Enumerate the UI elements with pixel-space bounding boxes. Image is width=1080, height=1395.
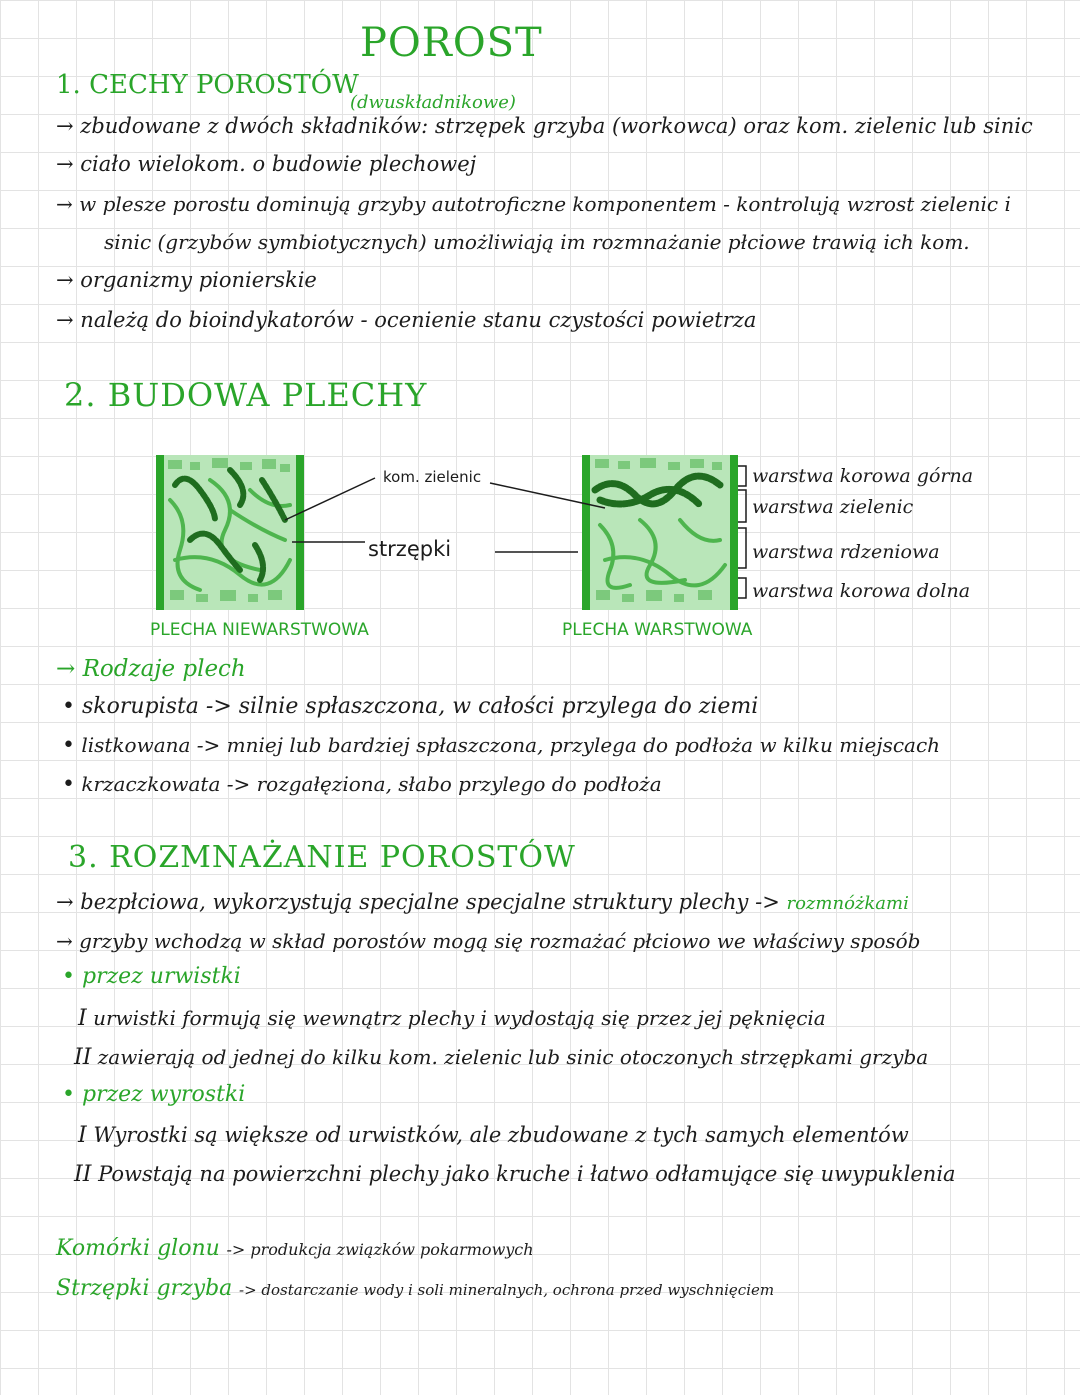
section3-line-1 [56,890,909,914]
label-strzepki: strzępki [368,537,452,561]
line-text: należą do bioindykatorów - ocenienie stanu czystości powietrza [80,308,757,332]
item-text: Powstają na powierzchni plechy jako kruche i łatwo odłamujące się uwypuklenia [98,1162,956,1186]
section2-heading: 2. BUDOWA PLECHY [64,376,428,414]
label-plecha-niewarstwowa: PLECHA NIEWARSTWOWA [150,620,369,640]
section1-heading: 1. CECHY POROSTÓW [56,70,359,100]
arrow-icon: → [56,308,74,332]
summary-term: Komórki glonu [56,1236,220,1261]
sub1-heading [62,964,241,989]
type-item-3 [62,772,662,797]
section3-line-2 [56,929,920,953]
section1-line-5 [56,268,317,292]
label-kom-zielenic: kom. zielenic [383,468,482,486]
arrow-icon: → [56,152,74,176]
section1-line-1 [56,114,1033,138]
arrow-icon: → [56,929,73,953]
summary-line-1 [56,1236,534,1261]
section1-line-3 [56,192,1011,216]
types-heading-text: Rodzaje plech [82,656,246,682]
line-text: w plesze porostu dominują grzyby autotroficzne komponentem - kontrolują wzrost zielenic i [79,192,1011,216]
sub-heading-text: przez urwistki [81,964,241,989]
page-title: POROST [360,20,543,66]
summary-term: Strzępki grzyba [56,1276,233,1301]
roman-numeral: I [78,1123,87,1148]
sub2-heading [62,1082,245,1107]
types-heading [56,656,246,682]
roman-numeral: II [74,1162,92,1187]
roman-numeral: II [74,1045,92,1070]
bullet-icon: • [62,1082,75,1107]
item-text: urwistki formują się wewnątrz plechy i wydostają się przez jej pęknięcia [93,1006,826,1030]
section1-line-6 [56,308,756,332]
line-text: grzyby wchodzą w skład porostów mogą się rozmażać płciowo we właściwy sposób [79,929,921,953]
sub1-item-2 [74,1045,928,1070]
type-item-1 [62,694,758,719]
summary-line-2 [56,1276,774,1301]
arrow-icon: → [56,268,74,292]
type-text: krzaczkowata -> rozgałęziona, słabo przylego do podłoża [81,772,662,796]
label-warstwa-korowa-dolna: warstwa korowa dolna [752,580,971,602]
label-warstwa-rdzeniowa: warstwa rdzeniowa [752,541,940,563]
sub1-item-1 [78,1006,826,1031]
roman-numeral: I [78,1006,87,1031]
type-text: skorupista -> silnie spłaszczona, w całości przylega do ziemi [81,694,759,719]
arrow-icon: → [56,192,73,216]
label-warstwa-zielenic: warstwa zielenic [752,496,914,518]
bullet-icon: • [62,694,75,719]
section1-note: (dwuskładnikowe) [350,92,516,113]
summary-def: -> dostarczanie wody i soli mineralnych, ochrona przed wyschnięciem [239,1281,775,1299]
bullet-icon: • [62,733,75,758]
item-text: Wyrostki są większe od urwistków, ale zbudowane z tych samych elementów [93,1123,909,1147]
bullet-icon: • [62,964,75,989]
arrow-icon: → [56,656,76,682]
type-text: listkowana -> mniej lub bardziej spłaszczona, przylega do podłoża w kilku miejscach [81,733,941,757]
sub-heading-text: przez wyrostki [81,1082,246,1107]
label-plecha-warstwowa: PLECHA WARSTWOWA [562,620,753,640]
non-layered-thallus-drawing [156,455,304,610]
type-item-2 [62,733,940,758]
line-text: organizmy pionierskie [80,268,317,292]
arrow-icon: → [56,890,74,914]
section1-line-2 [56,152,476,176]
arrow-icon: → [56,114,74,138]
item-text: zawierają od jednej do kilku kom. zielenic lub sinic otoczonych strzępkami grzyba [97,1045,929,1069]
line-text: ciało wielokom. o budowie plechowej [80,152,477,176]
summary-def: -> produkcja związków pokarmowych [226,1240,534,1259]
sub2-item-2 [74,1162,956,1187]
sub2-item-1 [78,1123,909,1148]
section3-heading: 3. ROZMNAŻANIE POROSTÓW [68,840,576,875]
bullet-icon: • [62,772,75,797]
layered-thallus-drawing [582,455,738,610]
line-text: zbudowane z dwóch składników: strzępek grzyba (workowca) oraz kom. zielenic lub sinic [80,114,1033,138]
line-text: bezpłciowa, wykorzystują specjalne specjalne struktury plechy -> [80,890,780,914]
highlight-text: rozmnóżkami [786,893,909,914]
label-warstwa-korowa-gorna: warstwa korowa górna [752,465,974,487]
section1-line-4: sinic (grzybów symbiotycznych) umożliwiają im rozmnażanie płciowe trawią ich kom. [104,230,970,254]
